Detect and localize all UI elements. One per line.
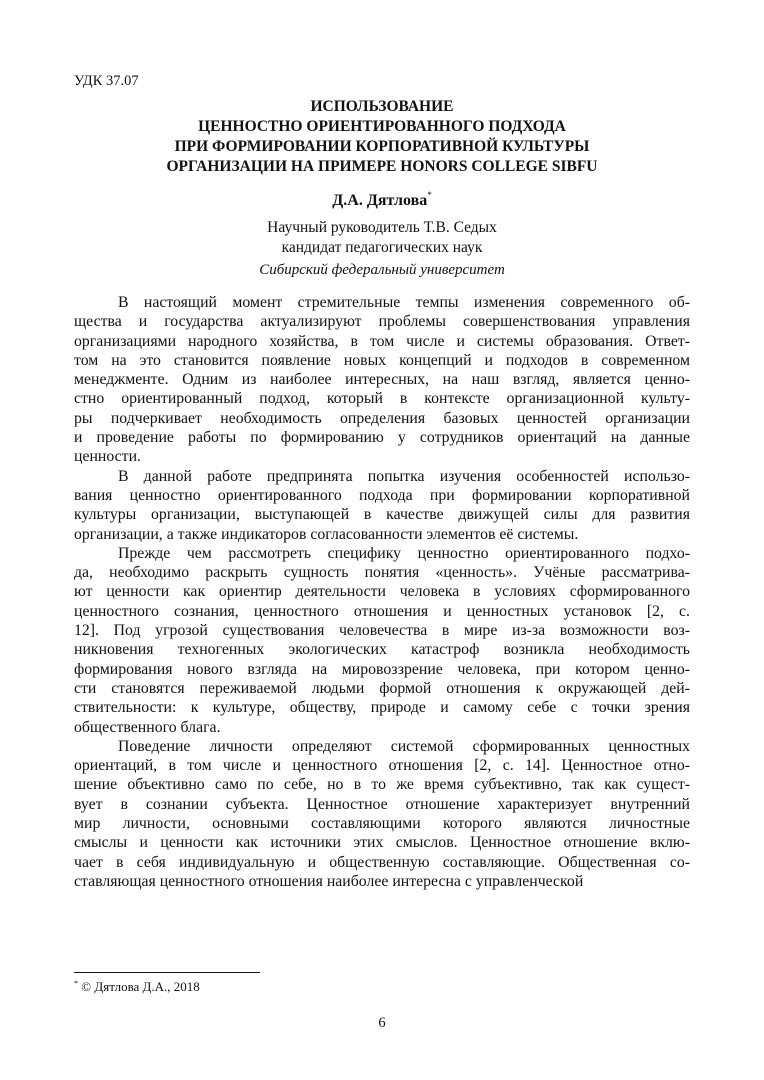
paragraph-line: вует в сознании субъекта. Ценностное отношение характеризует внутренний [74,795,690,813]
paragraph-line: и проведение работы по формированию у сотрудников ориентаций на данные [74,429,690,447]
paragraph-line: В данной работе предпринята попытка изучения особенностей использо- [118,467,690,485]
paragraph-line: смыслы и ценности как источники этих смыслов. Ценностное отношение вклю- [74,834,690,852]
university: Сибирский федеральный университет [259,262,505,278]
footnote-divider [74,972,260,973]
document-page [74,0,690,1080]
paragraph-line: культуры организации, выступающей в качестве движущей силы для развития [74,506,690,524]
paragraph-line: формирования нового взгляда на мировоззрение человека, при котором ценно- [74,660,690,678]
paragraph [74,467,690,544]
article-title [74,97,690,177]
paragraph-line: ры подчеркивает необходимость определения базовых ценностей организации [74,409,690,427]
title-line: ПРИ ФОРМИРОВАНИИ КОРПОРАТИВНОЙ КУЛЬТУРЫ [174,138,590,155]
paragraph-line: чает в себя индивидуальную и общественную составляющие. Общественная со- [74,853,690,871]
paragraph-line: организациями народного хозяйства, в том числе и системы образования. Ответ- [74,332,690,350]
paragraph-line: ценности. [74,448,141,466]
paragraph-line: сти становятся переживаемой людьми формой отношения к окружающей дей- [74,679,690,697]
paragraph [74,737,690,891]
paragraph [74,544,690,737]
paragraph-line: ют ценности как ориентир деятельности человека в условиях сформированного [74,583,690,601]
paragraph-line: менеджменте. Одним из наиболее интересных, на наш взгляд, является ценно- [74,371,690,389]
paragraph-line: ценностного сознания, ценностного отношения и ценностных установок [2, с. [74,602,690,620]
paragraph-line: щества и государства актуализируют проблемы совершенствования управления [74,313,690,331]
paragraph-line: шение объективно само по себе, но в то же время субъективно, так как сущест- [74,776,690,794]
footnote-text: © Дятлова Д.А., 2018 [81,979,200,994]
paragraph-line: общественного блага. [74,718,221,736]
supervisor-name: Научный руководитель Т.В. Седых [267,219,497,236]
paragraph-line: организации, а также индикаторов согласованности элементов её системы. [74,525,579,543]
footnote [74,979,200,995]
author-footnote-mark: * [427,190,432,200]
paragraph-line: вания ценностно ориентированного подхода при формировании корпоративной [74,486,690,504]
footnote-mark: * [74,979,78,988]
udk-code: УДК 37.07 [74,73,139,89]
supervisor-degree: кандидат педагогических наук [281,239,483,256]
paragraph-line: том на это становится появление новых концепций и подходов в современном [74,351,690,369]
author-name: Д.А. Дятлова [332,192,428,209]
paragraph-line: 12]. Под угрозой существования человечества в мире из-за возможности воз- [74,622,690,640]
paragraph-line: ствительности: к культуре, обществу, природе и самому себе с точки зрения [74,699,690,717]
paragraph-line: ориентаций, в том числе и ценностного отношения [2, с. 14]. Ценностное отно- [74,757,690,775]
paragraph-line: ставляющая ценностного отношения наиболее интересна с управленческой [74,872,584,890]
paragraph-line: мир личности, основными составляющими которого являются личностные [74,815,690,833]
paragraph-line: стно ориентированный подход, который в контексте организационной культу- [74,390,690,408]
paragraph-line: Поведение личности определяют системой сформированных ценностных [118,737,690,755]
paragraph-line: Прежде чем рассмотреть специфику ценностно ориентированного подхо- [118,544,690,562]
paragraph-line: В настоящий момент стремительные темпы изменения современного об- [118,294,690,311]
author [74,190,690,210]
paragraph [74,293,690,467]
paragraph-line: да, необходимо раскрыть сущность понятия «ценность». Учёные рассматрива- [74,564,690,582]
title-line: ЦЕННОСТНО ОРИЕНТИРОВАННОГО ПОДХОДА [198,118,566,135]
article-body [74,293,690,891]
title-line: ОРГАНИЗАЦИИ НА ПРИМЕРЕ HONORS COLLEGE SIBFU [166,158,598,175]
title-line: ИСПОЛЬЗОВАНИЕ [310,98,454,115]
supervisor-info [74,218,690,258]
paragraph-line: никновения техногенных экологических катастроф возникла необходимость [74,641,690,659]
page-number: 6 [378,1015,386,1031]
